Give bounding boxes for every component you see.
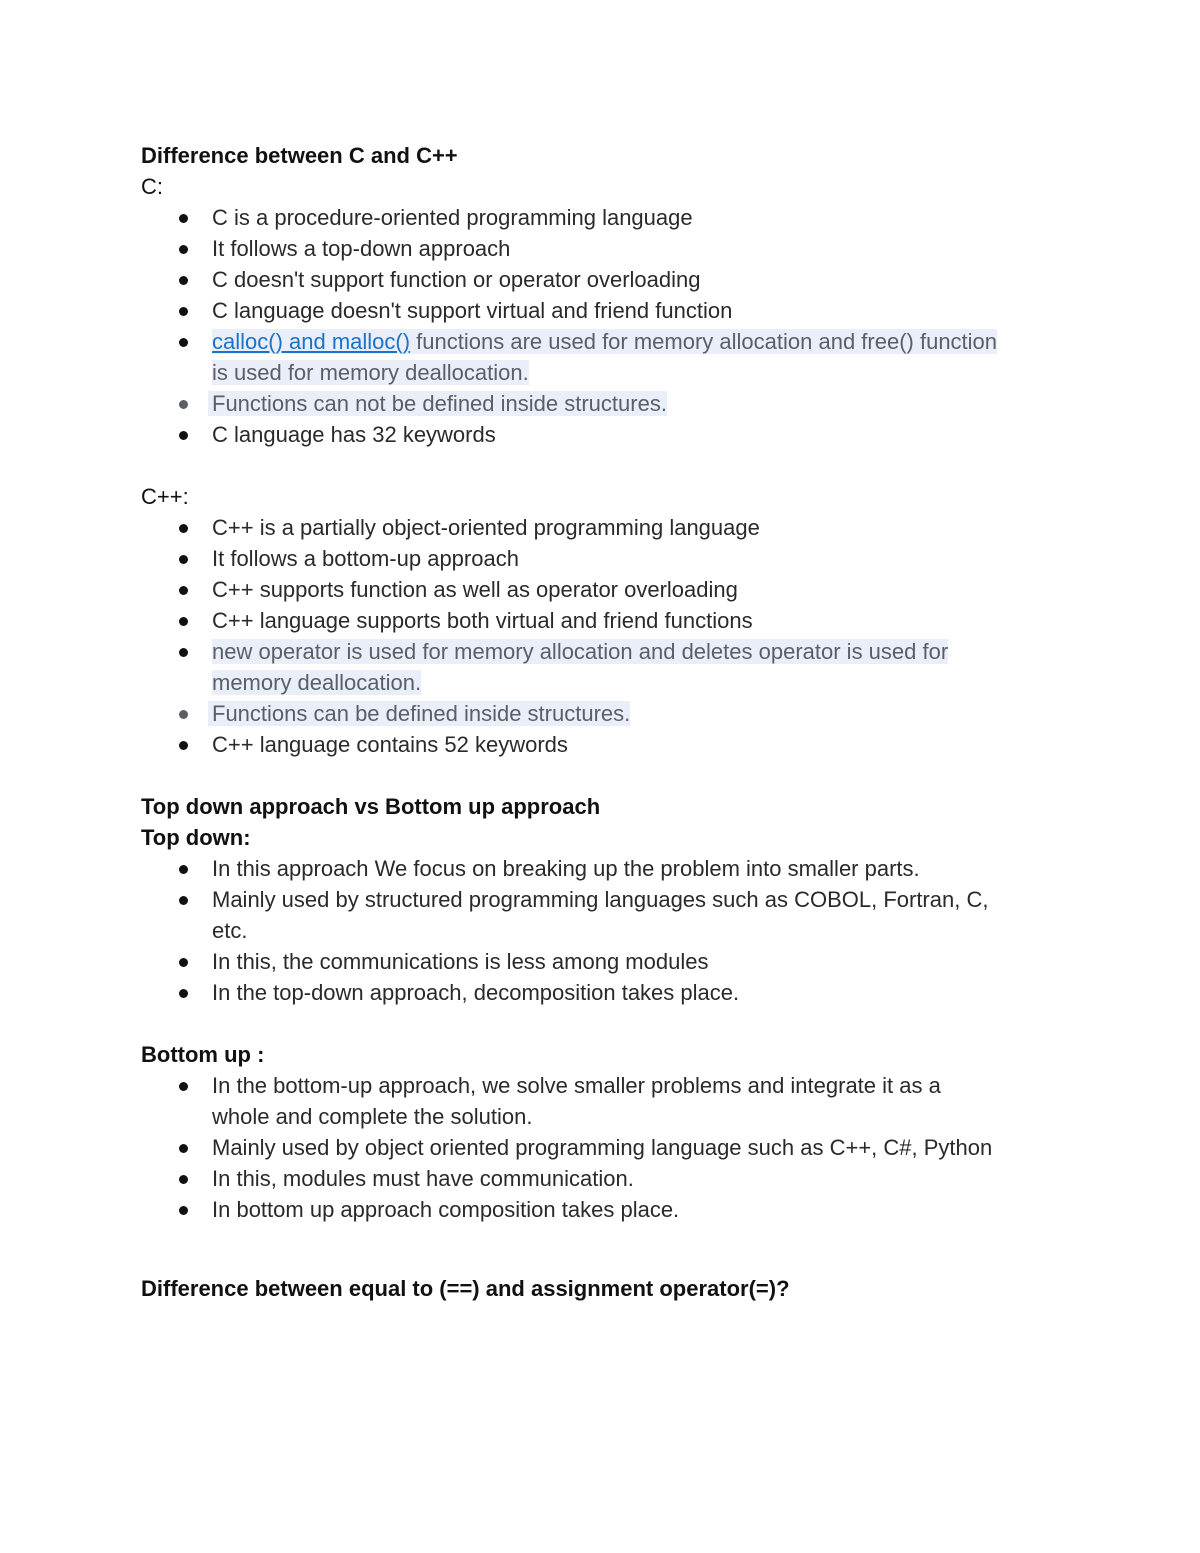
bullet-icon: [179, 276, 188, 285]
list-item-structures: Functions can not be defined inside structures.: [141, 388, 1061, 419]
cpp-bullet-list: [141, 512, 1061, 760]
bullet-icon: [179, 989, 188, 998]
bullet-icon: [179, 865, 188, 874]
document-page: [141, 140, 1061, 1304]
list-item: C is a procedure-oriented programming language: [141, 202, 1061, 233]
list-item-structures: Functions can be defined inside structures.: [141, 698, 1061, 729]
bullet-icon: [179, 896, 188, 905]
cpp-label: C++:: [141, 484, 189, 509]
bullet-icon: [179, 648, 188, 657]
list-item: C language has 32 keywords: [141, 419, 1061, 450]
list-item: C++ is a partially object-oriented programming language: [141, 512, 1061, 543]
list-item: In bottom up approach composition takes place.: [141, 1194, 1061, 1225]
bullet-icon: [179, 524, 188, 533]
memory-functions-link[interactable]: calloc() and malloc(): [212, 329, 411, 354]
list-item-memory: new operator is used for memory allocation and deletes operator is used for memory deallocation.: [141, 636, 1061, 698]
list-item: In this, modules must have communication.: [141, 1163, 1061, 1194]
top-down-label: Top down:: [141, 825, 251, 850]
top-down-bullet-list: [141, 853, 1061, 1008]
list-item: C doesn't support function or operator overloading: [141, 264, 1061, 295]
list-item: Mainly used by object oriented programming language such as C++, C#, Python: [141, 1132, 1061, 1163]
bullet-icon: [179, 1206, 188, 1215]
list-item: In this approach We focus on breaking up the problem into smaller parts.: [141, 853, 1061, 884]
list-item: In the top-down approach, decomposition takes place.: [141, 977, 1061, 1008]
list-item: C++ language supports both virtual and friend functions: [141, 605, 1061, 636]
list-item: Mainly used by structured programming languages such as COBOL, Fortran, C, etc.: [141, 884, 1061, 946]
bottom-up-label: Bottom up :: [141, 1042, 265, 1067]
list-item-memory: calloc() and malloc() functions are used for memory allocation and free() function is used for memory deallocation.: [141, 326, 1061, 388]
list-item: C++ language contains 52 keywords: [141, 729, 1061, 760]
bullet-icon: [179, 586, 188, 595]
bullet-icon: [179, 1082, 188, 1091]
bullet-icon: [179, 214, 188, 223]
list-item: In the bottom-up approach, we solve smaller problems and integrate it as a whole and complete the solution.: [141, 1070, 1061, 1132]
section-title-approach: Top down approach vs Bottom up approach: [141, 794, 601, 819]
bullet-icon: [179, 338, 188, 347]
list-item: C language doesn't support virtual and friend function: [141, 295, 1061, 326]
list-item: In this, the communications is less among modules: [141, 946, 1061, 977]
bottom-up-bullet-list: [141, 1070, 1061, 1225]
bullet-icon: [179, 741, 188, 750]
bullet-icon: [179, 431, 188, 440]
bullet-icon: [179, 245, 188, 254]
bullet-icon: [179, 307, 188, 316]
bullet-icon: [179, 1175, 188, 1184]
bullet-icon: [179, 555, 188, 564]
bullet-icon: [179, 710, 188, 719]
list-item: It follows a bottom-up approach: [141, 543, 1061, 574]
bullet-icon: [179, 1144, 188, 1153]
list-item: It follows a top-down approach: [141, 233, 1061, 264]
section-title-c-vs-cpp: Difference between C and C++: [141, 143, 458, 168]
bullet-icon: [179, 617, 188, 626]
c-label: C:: [141, 174, 163, 199]
section-title-operators: Difference between equal to (==) and assignment operator(=)?: [141, 1276, 790, 1301]
list-item: C++ supports function as well as operator overloading: [141, 574, 1061, 605]
bullet-icon: [179, 400, 188, 409]
c-bullet-list: [141, 202, 1061, 450]
bullet-icon: [179, 958, 188, 967]
